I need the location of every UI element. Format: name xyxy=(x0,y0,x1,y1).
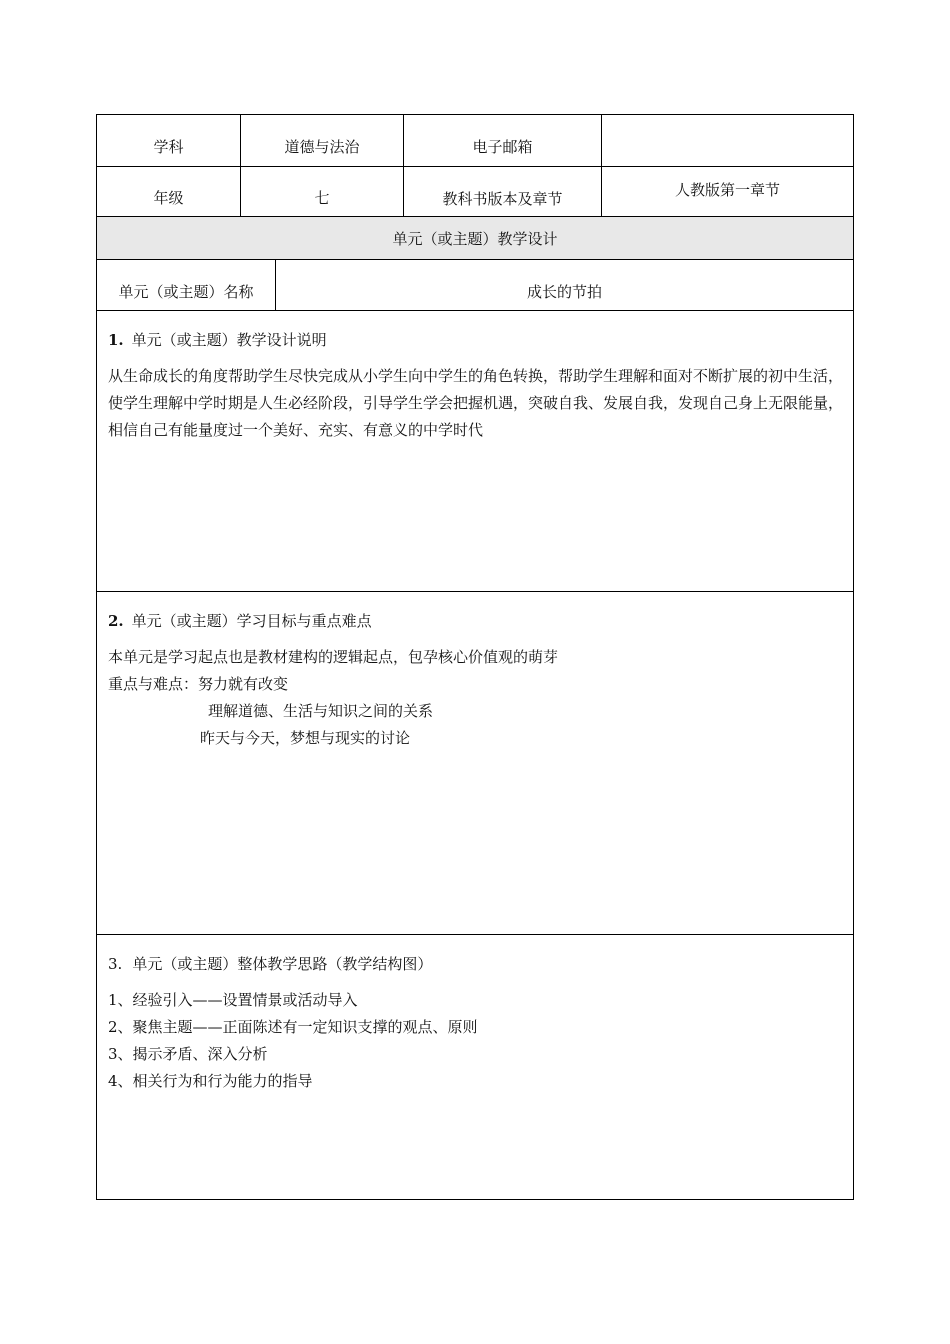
section-design-description xyxy=(96,310,854,591)
section3-item: 3、揭示矛盾、深入分析 xyxy=(108,1045,268,1063)
unit-name-row xyxy=(96,259,854,310)
section3-item: 1、经验引入——设置情景或活动导入 xyxy=(108,991,358,1009)
section1-title: 单元（或主题）教学设计说明 xyxy=(131,331,327,349)
section2-line4: 昨天与今天，梦想与现实的讨论 xyxy=(200,729,411,747)
section-teaching-approach xyxy=(96,934,854,1200)
section-objectives xyxy=(96,591,854,934)
subject-label: 学科 xyxy=(153,138,184,156)
section3-item: 4、相关行为和行为能力的指导 xyxy=(108,1072,313,1090)
grade-label: 年级 xyxy=(153,189,184,207)
section2-line1: 本单元是学习起点也是教材建构的逻辑起点，包孕核心价值观的萌芽 xyxy=(108,648,559,666)
section2-line3: 理解道德、生活与知识之间的关系 xyxy=(208,702,434,720)
section3-number: 3. xyxy=(108,955,123,973)
info-row-grade xyxy=(96,166,854,216)
design-band-row xyxy=(96,216,854,259)
unit-name-value: 成长的节拍 xyxy=(275,260,853,310)
section2-number: 2. xyxy=(108,612,124,630)
grade-value: 七 xyxy=(240,167,403,216)
section2-line2: 重点与难点：努力就有改变 xyxy=(108,675,289,693)
email-label: 电子邮箱 xyxy=(403,115,601,166)
section3-title: 单元（或主题）整体教学思路（教学结构图） xyxy=(132,955,433,973)
email-value xyxy=(601,115,853,166)
section1-body: 从生命成长的角度帮助学生尽快完成从小学生向中学生的角色转换，帮助学生理解和面对不断扩展的初中生活，使学生理解中学时期是人生必经阶段，引导学生学会把握机遇，突破自我、发展自我，发现自己身上无限能量，相信自己有能量度过一个美好、充实、有意义的中学时代 xyxy=(108,367,844,439)
lesson-plan-table xyxy=(96,114,854,1200)
section1-number: 1. xyxy=(108,331,124,349)
textbook-value: 人教版第一章节 xyxy=(601,167,853,216)
section1-heading xyxy=(108,327,843,354)
section2-heading xyxy=(108,608,843,635)
textbook-label: 教科书版本及章节 xyxy=(403,167,601,216)
design-band-title: 单元（或主题）教学设计 xyxy=(392,229,558,248)
info-row-subject xyxy=(96,114,854,166)
section3-heading xyxy=(108,951,843,978)
unit-name-label: 单元（或主题）名称 xyxy=(118,282,254,301)
subject-value: 道德与法治 xyxy=(240,115,403,166)
section3-item: 2、聚焦主题——正面陈述有一定知识支撑的观点、原则 xyxy=(108,1018,478,1036)
section2-title: 单元（或主题）学习目标与重点难点 xyxy=(131,612,372,630)
